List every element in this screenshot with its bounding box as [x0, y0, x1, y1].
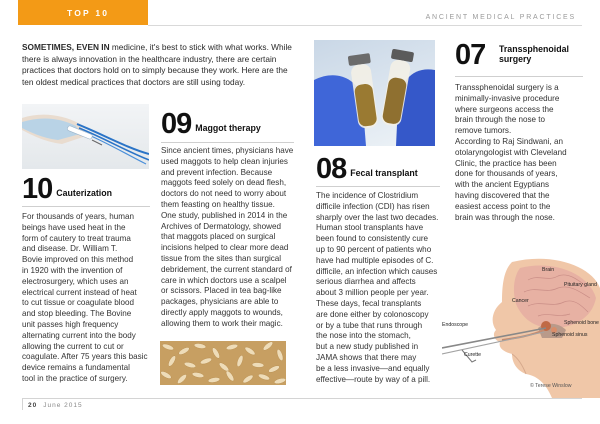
footer-rule — [22, 398, 582, 399]
label-sphenoid-bone: Sphenoid bone — [564, 320, 599, 326]
entry-07-rule — [455, 76, 583, 77]
illustration-credit: © Terese Winslow — [530, 383, 572, 389]
intro-lead: SOMETIMES, EVEN IN — [22, 42, 110, 52]
entry-07-number: 07 — [455, 39, 486, 71]
maggot-photo — [160, 341, 286, 385]
section-tab-label: TOP 10 — [67, 8, 110, 18]
entry-10-number: 10 — [22, 173, 53, 205]
entry-07-heading — [455, 39, 569, 71]
entry-08-body: The incidence of Clostridium difficile infection (CDI) has risen sharply over the last two decades. Human stool transplants have been found to consistently cure up to 90 percent of patients who have had multiple episodes of C. difficile, an infection which causes serious diarrhea and affects about 3 million people per year. These days, fecal transplants are done either by colonoscopy or by a tube that runs through the nose into the stomach, but a new study published in JAMA shows that there may be a less invasive—and equally effective—route by way of a pill. — [316, 191, 439, 384]
entry-10-heading — [22, 175, 112, 204]
issue-date: June 2015 — [43, 402, 83, 409]
label-endoscope: Endoscope — [442, 322, 468, 328]
entry-08-number: 08 — [316, 153, 347, 185]
entry-07-body: Transsphenoidal surgery is a minimally-invasive procedure where surgeons access the brain through the nose to remove tumors. According to Raj Sindwani, an otolaryngologist with Cleveland Clinic, the practice has been done for thousands of years, with the ancient Egyptians having discovered that the easiest access point to the brain was through the nose. — [455, 83, 567, 222]
entry-09-title: Maggot therapy — [195, 123, 261, 133]
page-number: 20 — [28, 402, 38, 409]
intro-text: medicine, it's best to stick with what works. While there is always innovation in the healthcare industry, there are certain practices that doctors hold on to simply because they work. Here are the ten oldest medical practices that doctors are still using today. — [22, 42, 292, 87]
cauterization-photo — [22, 104, 149, 169]
entry-09-number: 09 — [161, 108, 192, 140]
intro-paragraph — [22, 42, 292, 88]
transsphenoidal-diagram — [442, 258, 600, 398]
head-illustration — [442, 258, 600, 398]
entry-10-rule — [22, 206, 150, 207]
section-title: ANCIENT MEDICAL PRACTICES — [425, 14, 576, 21]
entry-08-rule — [316, 186, 440, 187]
entry-08-title: Fecal transplant — [350, 168, 418, 178]
page-footer — [28, 402, 83, 409]
entry-09-body: Since ancient times, physicians have used maggots to help clean injuries and prevent infection. Because maggots feed solely on dead flesh, doctors do not need to worry about them feasting on healthy tissue. One study, published in 2014 in the Archives of Dermatology, showed that maggots placed on surgical incisions helped to clear more dead tissue from the sites than surgical debridement, the current standard of care in which doctors use a scalpel or scissors. Placed in tea bag-like packages, physicians are able to directly apply maggots to wounds, allowing them to work their magic. — [161, 146, 294, 328]
entry-10-title: Cauterization — [56, 188, 112, 198]
entry-10-body: For thousands of years, human beings have used heat in the form of cautery to treat trauma and disease. Dr. William T. Bovie improved on this method in 1920 with the invention of electrosurgery, which uses an electrical current instead of heat to cut tissue or coagulate blood and stop bleeding. The Bovine unit passes high frequency alternating current into the body allowing the current to cut or coagulate. After 75 years this basic device remains a fundamental tool in the practice of surgery. — [22, 212, 148, 383]
label-cancer: Cancer — [512, 298, 529, 304]
section-tab — [18, 0, 148, 25]
entry-09-rule — [161, 142, 294, 143]
label-pituitary-gland: Pituitary gland — [564, 282, 597, 288]
header-rule — [148, 25, 582, 26]
fecal-transplant-photo — [314, 40, 435, 146]
footer-tick — [22, 398, 23, 410]
label-sphenoid-sinus: Sphenoid sinus — [552, 332, 588, 338]
entry-09-heading — [161, 110, 261, 139]
entry-08-heading — [316, 155, 418, 184]
label-brain: Brain — [542, 267, 555, 273]
entry-07-title: Transsphenoidal surgery — [499, 44, 569, 64]
label-curette: Curette — [464, 352, 482, 358]
